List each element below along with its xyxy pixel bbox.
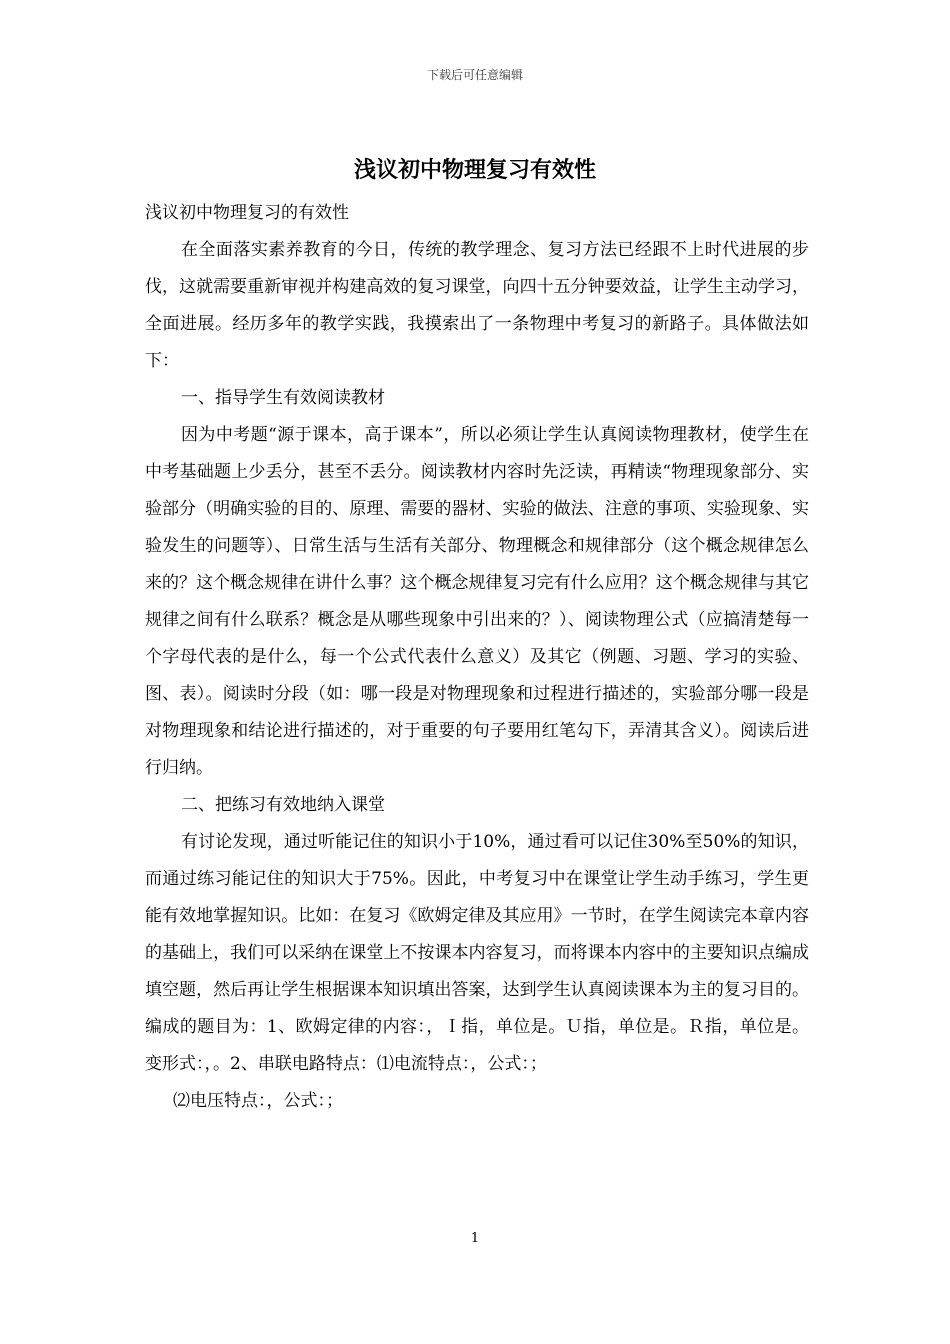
document-body: [145, 195, 809, 1120]
paragraph-intro: 在全面落实素养教育的今日，传统的教学理念、复习方法已经跟不上时代进展的步伐，这就需要重新审视并构建高效的复习课堂，向四十五分钟要效益，让学生主动学习，全面进展。经历多年的教学实践，我摸索出了一条物理中考复习的新路子。具体做法如下：: [145, 240, 809, 371]
page-number: 1: [470, 1231, 480, 1246]
paragraph-voltage: ⑵电压特点：，公式：；: [173, 1091, 343, 1111]
header-note: 下载后可任意编辑: [426, 68, 523, 82]
document-title: 浅议初中物理复习有效性: [353, 157, 596, 183]
paragraph-reading: 因为中考题“源于课本，高于课本”，所以必须让学生认真阅读物理教材，使学生在中考基础题上少丢分，甚至不丢分。阅读教材内容时先泛读，再精读“物理现象部分、实验部分（明确实验的目的、原理、需要的器材、实验的做法、注意的事项、实验现象、实验发生的问题等）、日常生活与生活有关部分、物理概念和规律部分（这个概念规律怎么来的？这个概念规律在讲什么事？这个概念规律复习完有什么应用？这个概念规律与其它规律之间有什么联系？概念是从哪些现象中引出来的？）、阅读物理公式（应搞清楚每一个字母代表的是什么，每一个公式代表什么意义）及其它（例题、习题、学习的实验、图、表）。阅读时分段（如：哪一段是对物理现象和过程进行描述的，实验部分哪一段是对物理现象和结论进行描述的，对于重要的句子要用红笔勾下，弄清其含义）。阅读后进行归纳。: [145, 425, 809, 778]
document-subtitle: 浅议初中物理复习的有效性: [145, 203, 349, 223]
section-heading-2: 二、把练习有效地纳入课堂: [181, 795, 385, 815]
section-heading-1: 一、指导学生有效阅读教材: [181, 388, 385, 408]
paragraph-practice: 有讨论发现，通过听能记住的知识小于10%，通过看可以记住30%至50%的知识，而通过练习能记住的知识大于75%。因此，中考复习中在课堂让学生动手练习，学生更能有效地掌握知识。比如：在复习《欧姆定律及其应用》一节时，在学生阅读完本章内容的基础上，我们可以采纳在课堂上不按课本内容复习，而将课本内容中的主要知识点编成填空题，然后再让学生根据课本知识填出答案，达到学生认真阅读课本为主的复习目的。编成的题目为：1、欧姆定律的内容：，Ｉ指，单位是。Ｕ指，单位是。Ｒ指，单位是。变形式：，。2、串联电路特点：⑴电流特点：，公式：；: [145, 832, 809, 1074]
